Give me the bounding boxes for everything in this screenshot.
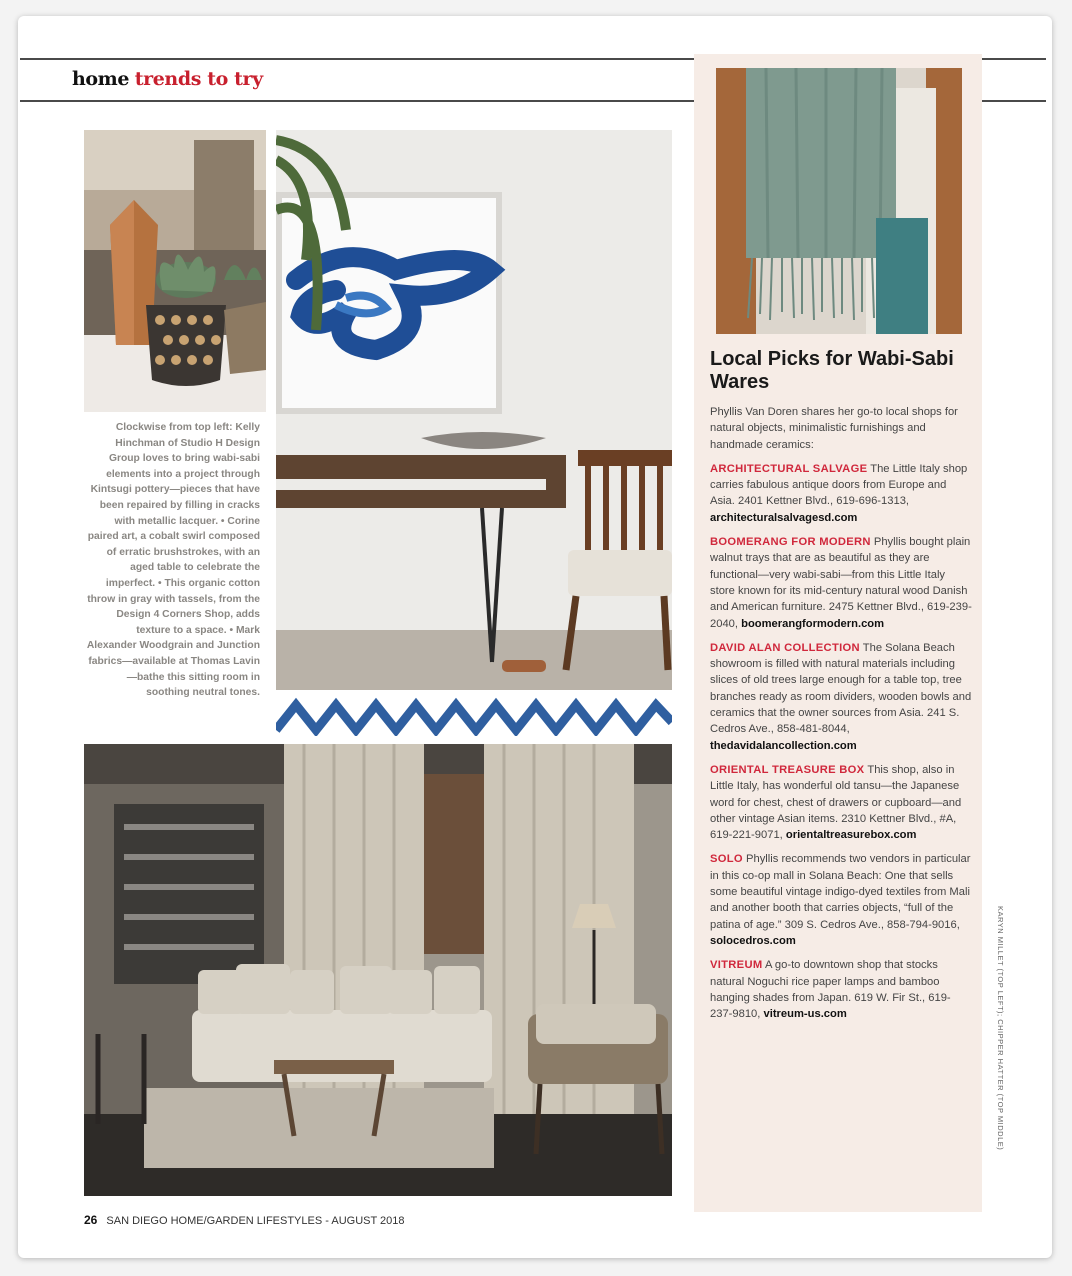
page-number: 26	[84, 1213, 98, 1227]
magazine-page	[18, 16, 1052, 1258]
shop-name: ORIENTAL TREASURE BOX	[710, 763, 865, 776]
shop-url[interactable]: orientaltreasurebox.com	[785, 829, 917, 842]
pottery-illustration	[84, 130, 266, 412]
shop-entry	[710, 461, 972, 526]
shop-url[interactable]: solocedros.com	[710, 934, 796, 947]
section-name: home	[72, 68, 130, 90]
shop-url[interactable]: vitreum-us.com	[763, 1008, 847, 1021]
shop-description: The Solana Beach showroom is filled with natural materials including slices of old trees large enough for a table top, tree branches ready as room dividers, wooden bowls and ceramics that the owner sources from Asia. 241 S. Cedros Ave., 858-481-8044,	[710, 641, 972, 736]
sidebar-body	[710, 404, 972, 1030]
shop-name: VITREUM	[710, 959, 763, 972]
console-illustration	[276, 130, 672, 736]
publication-name: SAN DIEGO HOME/GARDEN LIFESTYLES - AUGUST 2018	[106, 1215, 405, 1227]
shop-entry	[710, 640, 972, 754]
subsection-name: trends to try	[134, 68, 263, 90]
section-header	[72, 68, 263, 90]
shop-description: The Little Italy shop carries fabulous antique doors from Europe and Asia. 2401 Kettner Blvd., 619-696-1313,	[710, 462, 968, 508]
shop-name: ARCHITECTURAL SALVAGE	[710, 462, 868, 475]
throw-blanket-photo	[716, 68, 962, 334]
page-footer	[84, 1213, 405, 1227]
pottery-photo	[84, 130, 266, 412]
shop-entry	[710, 851, 972, 949]
local-picks-sidebar	[694, 54, 982, 1212]
shop-description: This shop, also in Little Italy, has wonderful old tansu—the Japanese word for chest, chest of drawers or cupboard—and other vintage Asian items. 2310 Kettner Blvd., #A, 619-221-9071,	[710, 763, 962, 842]
sidebar-intro: Phyllis Van Doren shares her go-to local shops for natural objects, minimalistic furnishings and handmade ceramics:	[710, 406, 958, 451]
console-table-photo	[276, 130, 672, 736]
shop-description: Phyllis bought plain walnut trays that are as beautiful as they are functional—very wabi-sabi—from this Little Italy store known for its mid-century natural wood Danish and American furniture. 2475 Kettner Blvd., 619-239-2040,	[710, 536, 972, 630]
shop-description: A go-to downtown shop that stocks natural Noguchi rice paper lamps and bamboo hanging shades from Japan. 619 W. Fir St., 619-237-9810,	[710, 959, 951, 1021]
shop-entry	[710, 534, 972, 632]
shop-url[interactable]: architecturalsalvagesd.com	[710, 511, 858, 524]
shop-entry	[710, 762, 972, 843]
sitting-room-illustration	[84, 744, 672, 1196]
shop-name: SOLO	[710, 853, 743, 866]
shop-description: Phyllis recommends two vendors in particular in this co-op mall in Solana Beach: One that sells some beautiful vintage indigo-dyed textiles from Mali and another booth that carries objects, “full of the patina of age.” 309 S. Cedros Ave., 858-794-9016,	[710, 853, 971, 931]
photo-credit	[993, 906, 1007, 1206]
shop-name: DAVID ALAN COLLECTION	[710, 641, 860, 654]
shop-name: BOOMERANG FOR MODERN	[710, 536, 871, 549]
sitting-room-photo	[84, 744, 672, 1196]
photo-credit-text: KARYN MILLET (TOP LEFT); CHIPPER HATTER (TOP MIDDLE)	[996, 906, 1005, 1151]
photo-caption: Clockwise from top left: Kelly Hinchman of Studio H Design Group loves to bring wabi-sabi elements into a project through Kintsugi pottery—pieces that have been repaired by filling in cracks with metallic lacquer. • Corine paired art, a cobalt swirl composed of erratic brushstrokes, with an aged table to celebrate the imperfect. • This organic cotton throw in gray with tassels, from the Design 4 Corners Shop, adds texture to a space. • Mark Alexander Woodgrain and Junction fabrics—available at Thomas Lavin—bathe this sitting room in soothing neutral tones.	[86, 422, 260, 699]
shop-url[interactable]: boomerangformodern.com	[741, 617, 885, 630]
shop-url[interactable]: thedavidalancollection.com	[710, 739, 857, 752]
sidebar-title: Local Picks for Wabi-Sabi Wares	[710, 348, 954, 393]
shop-entry	[710, 957, 972, 1022]
throw-illustration	[716, 68, 962, 334]
